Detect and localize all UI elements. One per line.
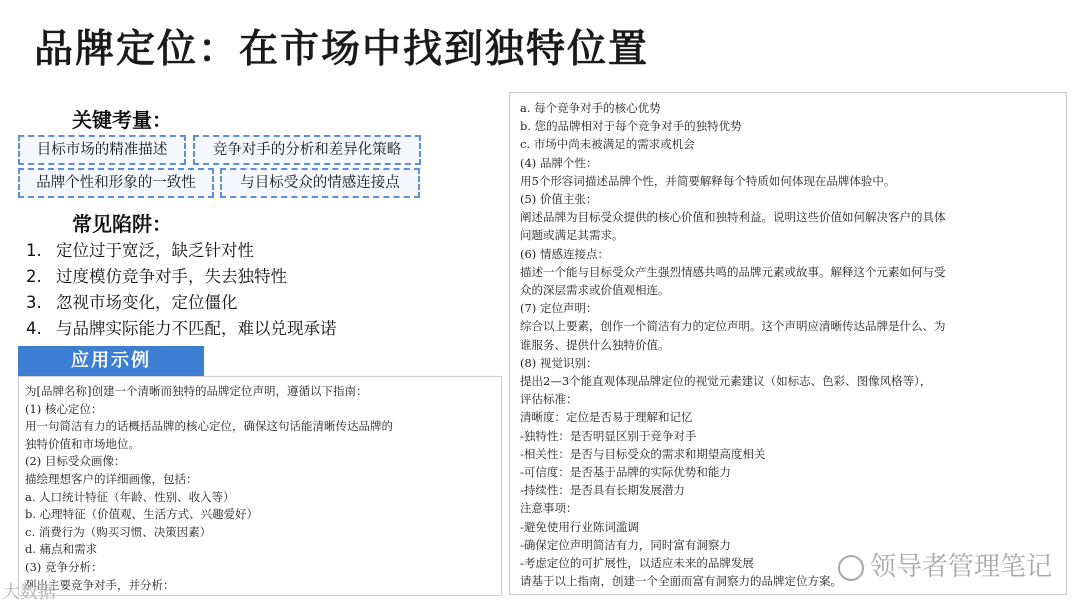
doc-line: 描绘理想客户的详细画像，包括： <box>25 471 198 486</box>
doc-line: -独特性：是否明显区别于竞争对手 <box>520 428 697 443</box>
doc-line: 注意事项： <box>520 501 578 516</box>
doc-line: -考虑定位的可扩展性，以适应未来的品牌发展 <box>520 556 754 571</box>
doc-line: -相关性：是否与目标受众的需求和期望高度相关 <box>520 446 766 461</box>
doc-line: 评估标准： <box>520 392 578 407</box>
doc-line: (7) 定位声明： <box>520 301 598 316</box>
doc-line: c. 市场中尚未被满足的需求或机会 <box>520 137 695 152</box>
doc-line: 列出主要竞争对手，并分析： <box>25 577 175 592</box>
doc-line: -持续性：是否具有长期发展潜力 <box>520 483 685 498</box>
doc-line: (2) 目标受众画像： <box>25 454 126 469</box>
doc-line: (3) 竞争分析： <box>25 559 103 574</box>
list-item: 1. 定位过于宽泛，缺乏针对性 <box>26 241 254 260</box>
doc-line: b. 心理特征（价值观、生活方式、兴趣爱好） <box>25 507 259 522</box>
doc-line: a. 人口统计特征（年龄、性别、收入等） <box>25 489 235 504</box>
doc-line: 用一句简洁有力的话概括品牌的核心定位，确保这句话能清晰传达品牌的 <box>25 419 393 434</box>
doc-line: 为[品牌名称]创建一个清晰而独特的品牌定位声明，遵循以下指南： <box>25 384 368 398</box>
doc-line: 请基于以上指南，创建一个全面而富有洞察力的品牌定位方案。 <box>520 574 842 589</box>
tag-emotional-connection: 与目标受众的情感连接点 <box>220 168 420 198</box>
tag-competitor-analysis: 竞争对手的分析和差异化策略 <box>193 135 421 165</box>
list-item: 4. 与品牌实际能力不匹配，难以兑现承诺 <box>26 319 337 338</box>
watermark: 领导者管理笔记 <box>838 546 1052 583</box>
doc-line: b. 您的品牌相对于每个竞争对手的独特优势 <box>520 119 742 134</box>
example-banner: 应用示例 <box>18 346 204 376</box>
doc-line: (6) 情感连接点： <box>520 246 609 261</box>
page-title: 品牌定位：在市场中找到独特位置 <box>34 27 650 72</box>
doc-line: 用5个形容词描述品牌个性，并简要解释每个特质如何体现在品牌体验中。 <box>520 173 896 188</box>
tag-target-market: 目标市场的精准描述 <box>18 135 186 165</box>
doc-line: (4) 品牌个性： <box>520 155 598 170</box>
list-item: 2. 过度模仿竞争对手，失去独特性 <box>26 267 287 286</box>
pitfalls-list <box>26 238 337 342</box>
doc-line: 谁服务、提供什么独特价值。 <box>520 337 670 352</box>
doc-line: -可信度：是否基于品牌的实际优势和能力 <box>520 465 731 480</box>
doc-line: 众的深层需求或价值观相连。 <box>520 283 670 298</box>
doc-line: d. 痛点和需求 <box>25 542 98 557</box>
doc-line: 描述一个能与目标受众产生强烈情感共鸣的品牌元素或故事。解释这个元素如何与受 <box>520 264 946 279</box>
doc-line: 独特价值和市场地位。 <box>25 436 140 451</box>
logo-icon <box>838 555 864 581</box>
example-prompt-right <box>509 92 1067 595</box>
doc-line: (5) 价值主张： <box>520 192 598 207</box>
doc-line: a. 每个竞争对手的核心优势 <box>520 101 661 115</box>
doc-line: 问题或满足其需求。 <box>520 228 624 243</box>
doc-line: 清晰度：定位是否易于理解和记忆 <box>520 410 693 425</box>
watermark-left: 大数据 <box>2 582 56 603</box>
pitfalls-heading: 常见陷阱： <box>72 212 172 236</box>
tag-brand-personality: 品牌个性和形象的一致性 <box>18 168 214 198</box>
doc-line: c. 消费行为（购买习惯、决策因素） <box>25 524 212 539</box>
doc-line: (8) 视觉识别： <box>520 355 598 370</box>
doc-line: -避免使用行业陈词滥调 <box>520 519 639 534</box>
considerations-heading: 关键考量： <box>72 108 172 132</box>
doc-line: 阐述品牌为目标受众提供的核心价值和独特利益。说明这些价值如何解决客户的具体 <box>520 210 946 225</box>
list-item: 3. 忽视市场变化，定位僵化 <box>26 293 238 312</box>
doc-line: -确保定位声明简洁有力，同时富有洞察力 <box>520 537 731 552</box>
example-prompt-left <box>18 376 502 596</box>
doc-line: 提出2—3个能直观体现品牌定位的视觉元素建议（如标志、色彩、图像风格等）， <box>520 374 932 389</box>
doc-line: 综合以上要素，创作一个简洁有力的定位声明。这个声明应清晰传达品牌是什么、为 <box>520 319 946 334</box>
doc-line: (1) 核心定位： <box>25 401 103 416</box>
